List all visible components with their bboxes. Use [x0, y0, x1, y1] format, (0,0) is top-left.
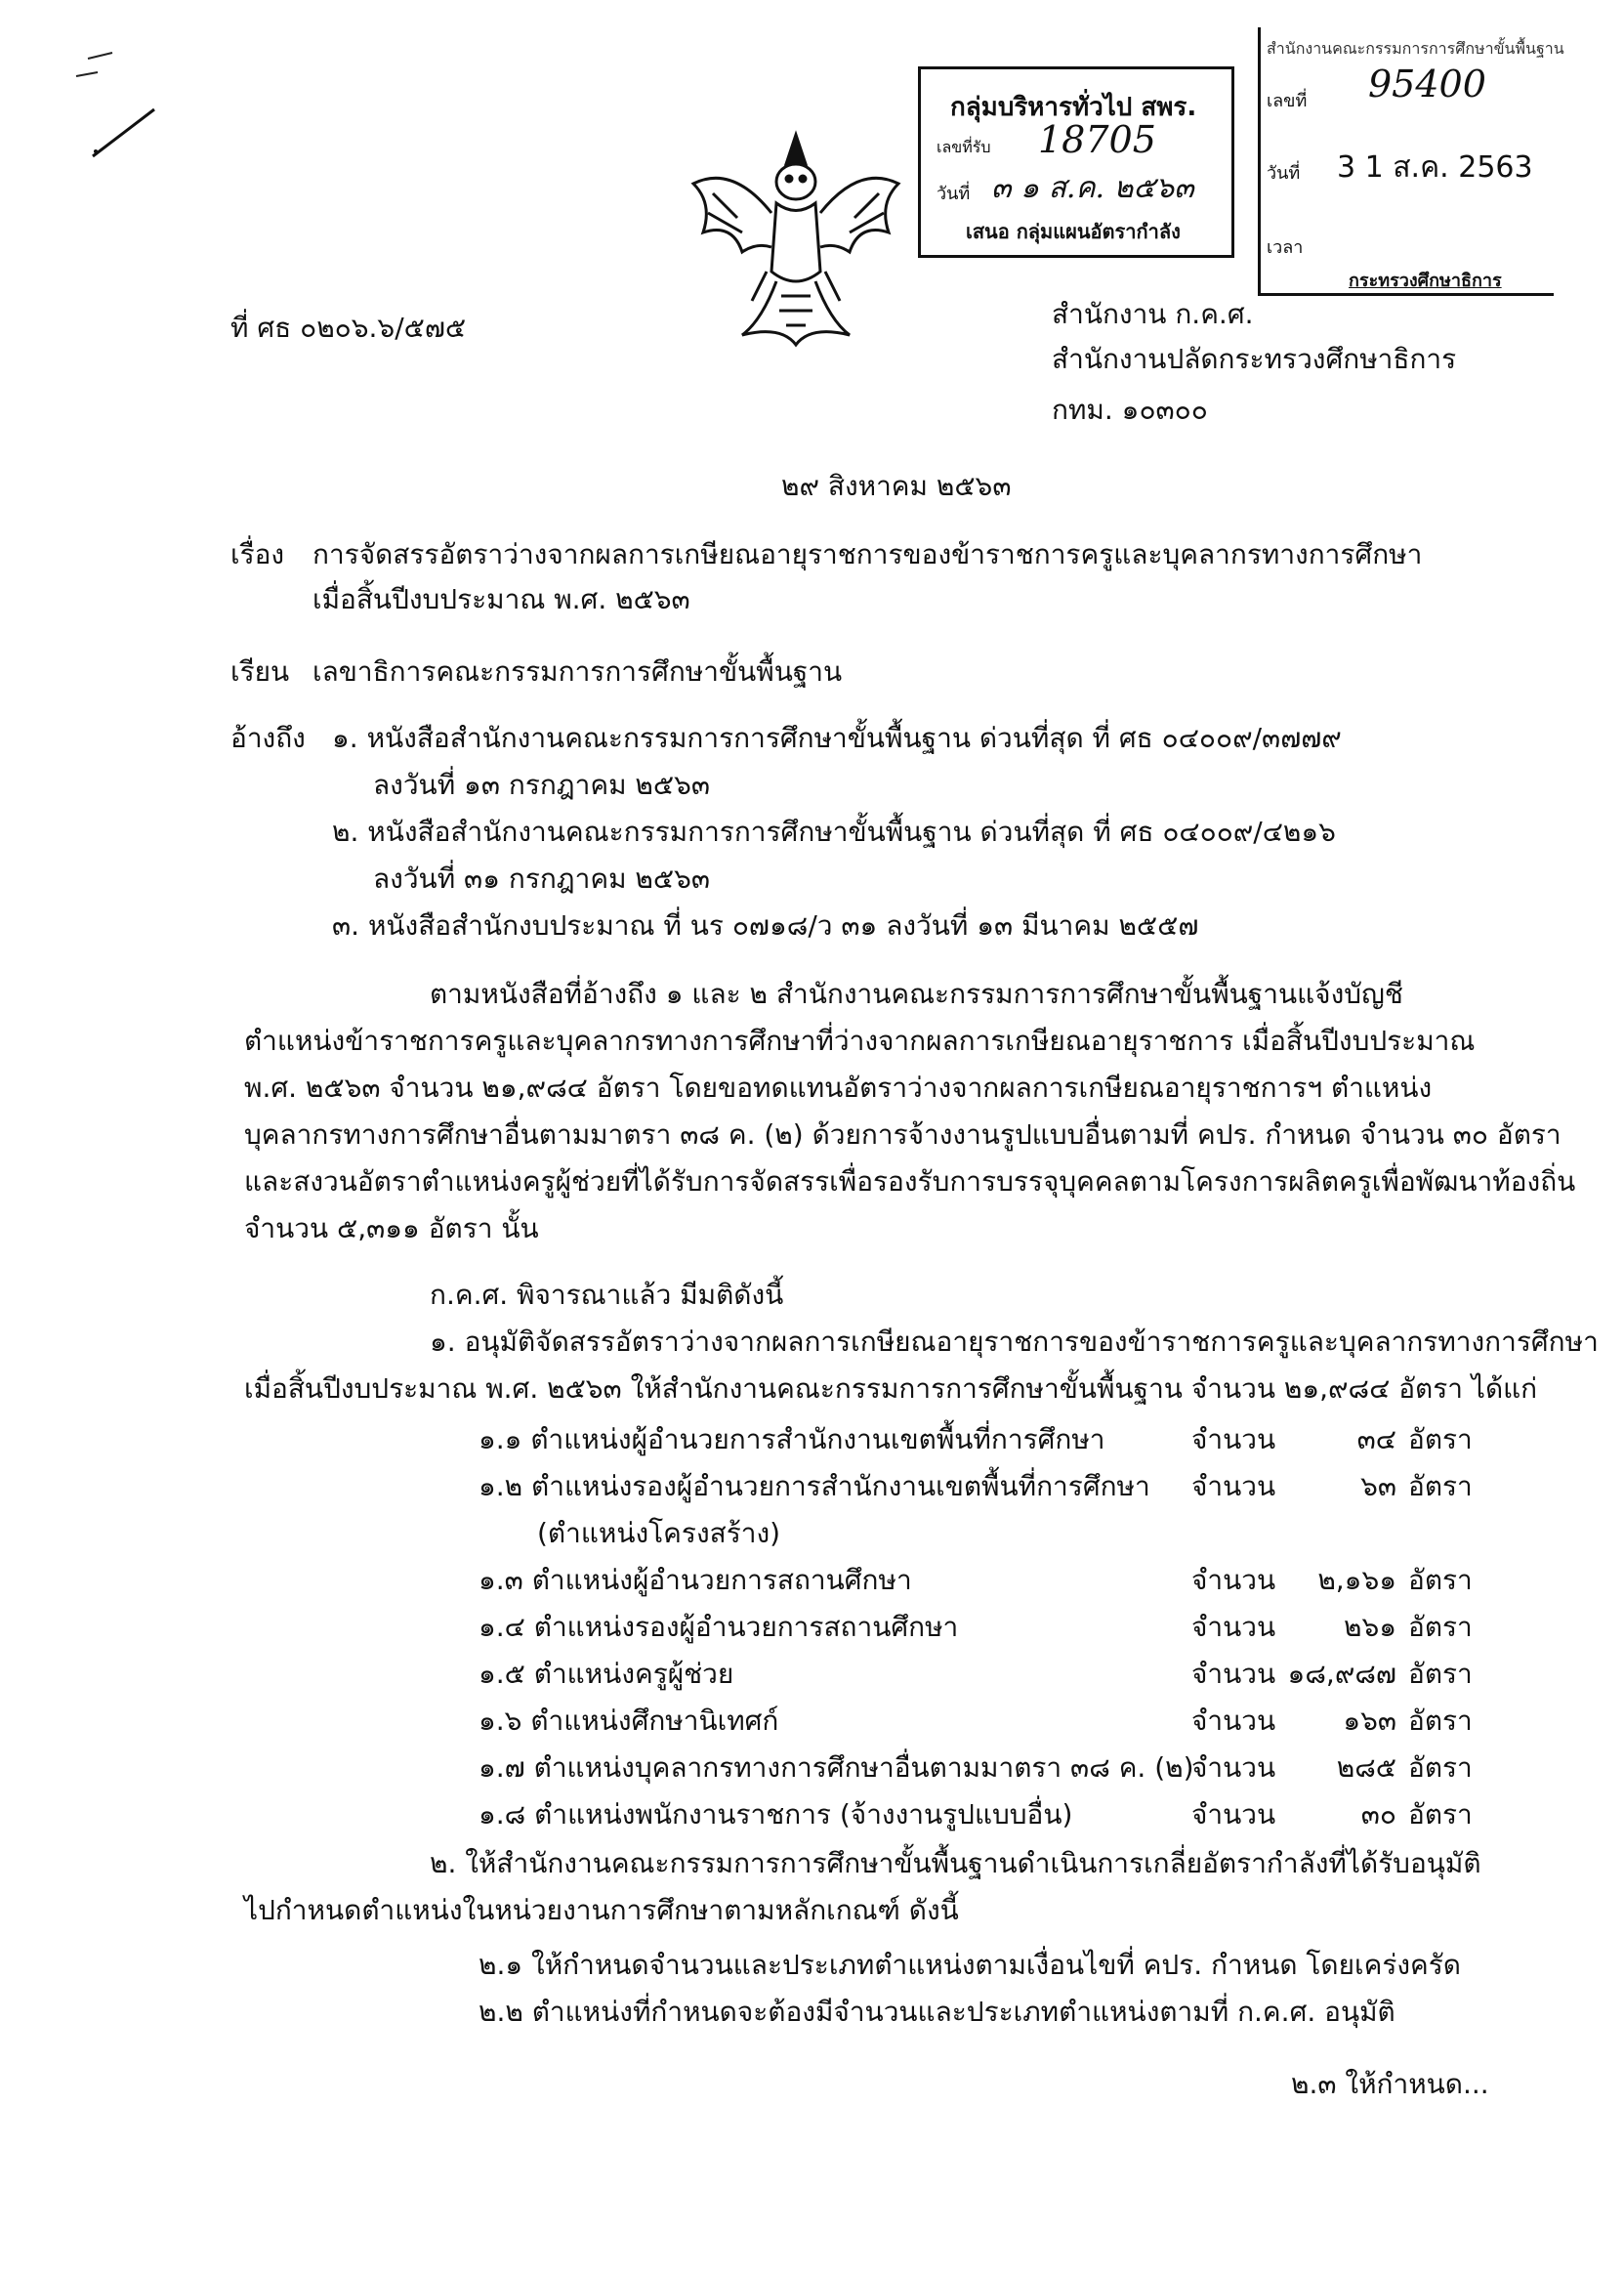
letter-date: ๒๙ สิงหาคม ๒๕๖๓ [781, 470, 1012, 502]
position-count: ๖๓ [1360, 1470, 1396, 1502]
item2-line-1: ๒. ให้สำนักงานคณะกรรมการการศึกษาขั้นพื้นฐานดำเนินการเกลี่ยอัตรากำลังที่ได้รับอนุมัติ [430, 1847, 1481, 1879]
stamp-title: กลุ่มบริหารทั่วไป สพร. [950, 93, 1197, 122]
count-label: จำนวน [1191, 1611, 1276, 1643]
position-label: ๑.๔ ตำแหน่งรองผู้อำนวยการสถานศึกษา [479, 1611, 959, 1643]
garuda-emblem-icon [684, 125, 908, 359]
unit-label: อัตรา [1408, 1564, 1473, 1596]
position-label: ๑.๘ ตำแหน่งพนักงานราชการ (จ้างงานรูปแบบอื่น) [479, 1798, 1073, 1831]
stamp-right-no-label: เลขที่ [1267, 91, 1308, 111]
stamp-receive-number: 18705 [1038, 118, 1156, 161]
ref-1: ๑. หนังสือสำนักงานคณะกรรมการการศึกษาขั้นพื้นฐาน ด่วนที่สุด ที่ ศธ ๐๔๐๐๙/๓๗๗๙ [332, 722, 1342, 754]
count-label: จำนวน [1191, 1705, 1276, 1737]
ref-2: ๒. หนังสือสำนักงานคณะกรรมการการศึกษาขั้นพื้นฐาน ด่วนที่สุด ที่ ศธ ๐๔๐๐๙/๔๒๑๖ [332, 816, 1336, 848]
refs-label: อ้างถึง [230, 722, 306, 754]
continued-marker: ๒.๓ ให้กำหนด... [1291, 2068, 1489, 2100]
body-line-4: บุคลากรทางการศึกษาอื่นตามมาตรา ๓๘ ค. (๒) ด้วยการจ้างงานรูปแบบอื่นตามที่ คปร. กำหนด จำนวน ๓๐ อัตรา [244, 1118, 1562, 1151]
resolution-intro: ก.ค.ศ. พิจารณาแล้ว มีมติดังนี้ [430, 1279, 784, 1311]
unit-label: อัตรา [1408, 1470, 1473, 1502]
ref-2-date: ลงวันที่ ๓๑ กรกฎาคม ๒๕๖๓ [373, 863, 710, 895]
position-label: ๑.๗ ตำแหน่งบุคลากรทางการศึกษาอื่นตามมาตรา ๓๘ ค. (๒) [479, 1751, 1194, 1784]
stamp-right-time-label: เวลา [1267, 237, 1304, 258]
sender-line-3: กทม. ๑๐๓๐๐ [1052, 394, 1208, 426]
to-recipient: เลขาธิการคณะกรรมการการศึกษาขั้นพื้นฐาน [312, 655, 843, 688]
stamp-right-date-value: 3 1 ส.ค. 2563 [1337, 150, 1533, 185]
margin-pen-marks [39, 39, 176, 166]
received-stamp-right [1258, 27, 1564, 296]
ref-1-date: ลงวันที่ ๑๓ กรกฎาคม ๒๕๖๓ [373, 769, 710, 801]
subject-line-2: เมื่อสิ้นปีงบประมาณ พ.ศ. ๒๕๖๓ [312, 583, 690, 615]
position-count: ๑๖๓ [1343, 1705, 1396, 1737]
stamp-forward-to: เสนอ กลุ่มแผนอัตรากำลัง [966, 220, 1181, 243]
body-line-5: และสงวนอัตราตำแหน่งครูผู้ช่วยที่ได้รับการจัดสรรเพื่อรองรับการบรรจุบุคคลตามโครงการผลิตครูเพื่อพัฒนาท้องถิ่น [244, 1165, 1576, 1198]
position-count: ๒,๑๖๑ [1317, 1564, 1396, 1596]
ref-3: ๓. หนังสือสำนักงบประมาณ ที่ นร ๐๗๑๘/ว ๓๑ ลงวันที่ ๑๓ มีนาคม ๒๕๕๗ [332, 909, 1199, 942]
stamp-right-footer: กระทรวงศึกษาธิการ [1349, 271, 1502, 291]
position-count: ๒๘๕ [1336, 1751, 1396, 1784]
stamp-receive-label: เลขที่รับ [937, 138, 991, 156]
count-label: จำนวน [1191, 1423, 1276, 1455]
body-line-6: จำนวน ๕,๓๑๑ อัตรา นั้น [244, 1212, 539, 1244]
count-label: จำนวน [1191, 1658, 1276, 1690]
unit-label: อัตรา [1408, 1798, 1473, 1831]
item1-line-1: ๑. อนุมัติจัดสรรอัตราว่างจากผลการเกษียณอายุราชการของข้าราชการครูและบุคลากรทางการศึกษา [430, 1326, 1599, 1358]
position-label: ๑.๒ ตำแหน่งรองผู้อำนวยการสำนักงานเขตพื้นที่การศึกษา [479, 1470, 1150, 1502]
position-count: ๒๖๑ [1343, 1611, 1396, 1643]
unit-label: อัตรา [1408, 1423, 1473, 1455]
stamp-right-header: สำนักงานคณะกรรมการการศึกษาขั้นพื้นฐาน [1267, 39, 1564, 58]
unit-label: อัตรา [1408, 1751, 1473, 1784]
stamp-right-date-label: วันที่ [1267, 163, 1301, 184]
position-label: ๑.๓ ตำแหน่งผู้อำนวยการสถานศึกษา [479, 1564, 912, 1596]
subject-label: เรื่อง [230, 538, 285, 570]
body-line-3: พ.ศ. ๒๕๖๓ จำนวน ๒๑,๙๘๔ อัตรา โดยขอทดแทนอัตราว่างจากผลการเกษียณอายุราชการฯ ตำแหน่ง [244, 1072, 1433, 1104]
stamp-date-value: ๓ ๑ ส.ค. ๒๕๖๓ [991, 171, 1194, 205]
position-count: ๓๔ [1356, 1423, 1396, 1455]
unit-label: อัตรา [1408, 1705, 1473, 1737]
position-count: ๓๐ [1360, 1798, 1396, 1831]
item2-sub-2: ๒.๒ ตำแหน่งที่กำหนดจะต้องมีจำนวนและประเภทตำแหน่งตามที่ ก.ค.ศ. อนุมัติ [479, 1996, 1395, 2028]
sender-line-2: สำนักงานปลัดกระทรวงศึกษาธิการ [1052, 343, 1457, 375]
stamp-right-number: 95400 [1368, 63, 1486, 105]
count-label: จำนวน [1191, 1751, 1276, 1784]
sender-line-1: สำนักงาน ก.ค.ศ. [1052, 298, 1254, 330]
unit-label: อัตรา [1408, 1658, 1473, 1690]
position-label: ๑.๑ ตำแหน่งผู้อำนวยการสำนักงานเขตพื้นที่การศึกษา [479, 1423, 1105, 1455]
item2-sub-1: ๒.๑ ให้กำหนดจำนวนและประเภทตำแหน่งตามเงื่อนไขที่ คปร. กำหนด โดยเคร่งครัด [479, 1949, 1461, 1981]
stamp-date-label: วันที่ [937, 184, 971, 204]
position-label: ๑.๖ ตำแหน่งศึกษานิเทศก์ [479, 1705, 779, 1737]
to-label: เรียน [230, 655, 290, 688]
received-stamp-left [918, 66, 1234, 258]
unit-label: อัตรา [1408, 1611, 1473, 1643]
body-line-1: ตามหนังสือที่อ้างถึง ๑ และ ๒ สำนักงานคณะกรรมการการศึกษาขั้นพื้นฐานแจ้งบัญชี [430, 978, 1403, 1010]
subject-line-1: การจัดสรรอัตราว่างจากผลการเกษียณอายุราชการของข้าราชการครูและบุคลากรทางการศึกษา [312, 538, 1423, 570]
item1-line-2: เมื่อสิ้นปีงบประมาณ พ.ศ. ๒๕๖๓ ให้สำนักงานคณะกรรมการการศึกษาขั้นพื้นฐาน จำนวน ๒๑,๙๘๔ อัตรา ได้แก่ [244, 1372, 1538, 1405]
reference-number: ที่ ศธ ๐๒๐๖.๖/๕๗๕ [230, 312, 467, 344]
position-count: ๑๘,๙๘๗ [1287, 1658, 1396, 1690]
item2-line-2: ไปกำหนดตำแหน่งในหน่วยงานการศึกษาตามหลักเกณฑ์ ดังนี้ [244, 1894, 959, 1926]
count-label: จำนวน [1191, 1470, 1276, 1502]
count-label: จำนวน [1191, 1564, 1276, 1596]
count-label: จำนวน [1191, 1798, 1276, 1831]
body-line-2: ตำแหน่งข้าราชการครูและบุคลากรทางการศึกษาที่ว่างจากผลการเกษียณอายุราชการ เมื่อสิ้นปีงบประมาณ [244, 1025, 1476, 1057]
position-sublabel: (ตำแหน่งโครงสร้าง) [537, 1517, 781, 1549]
position-label: ๑.๕ ตำแหน่งครูผู้ช่วย [479, 1658, 734, 1690]
